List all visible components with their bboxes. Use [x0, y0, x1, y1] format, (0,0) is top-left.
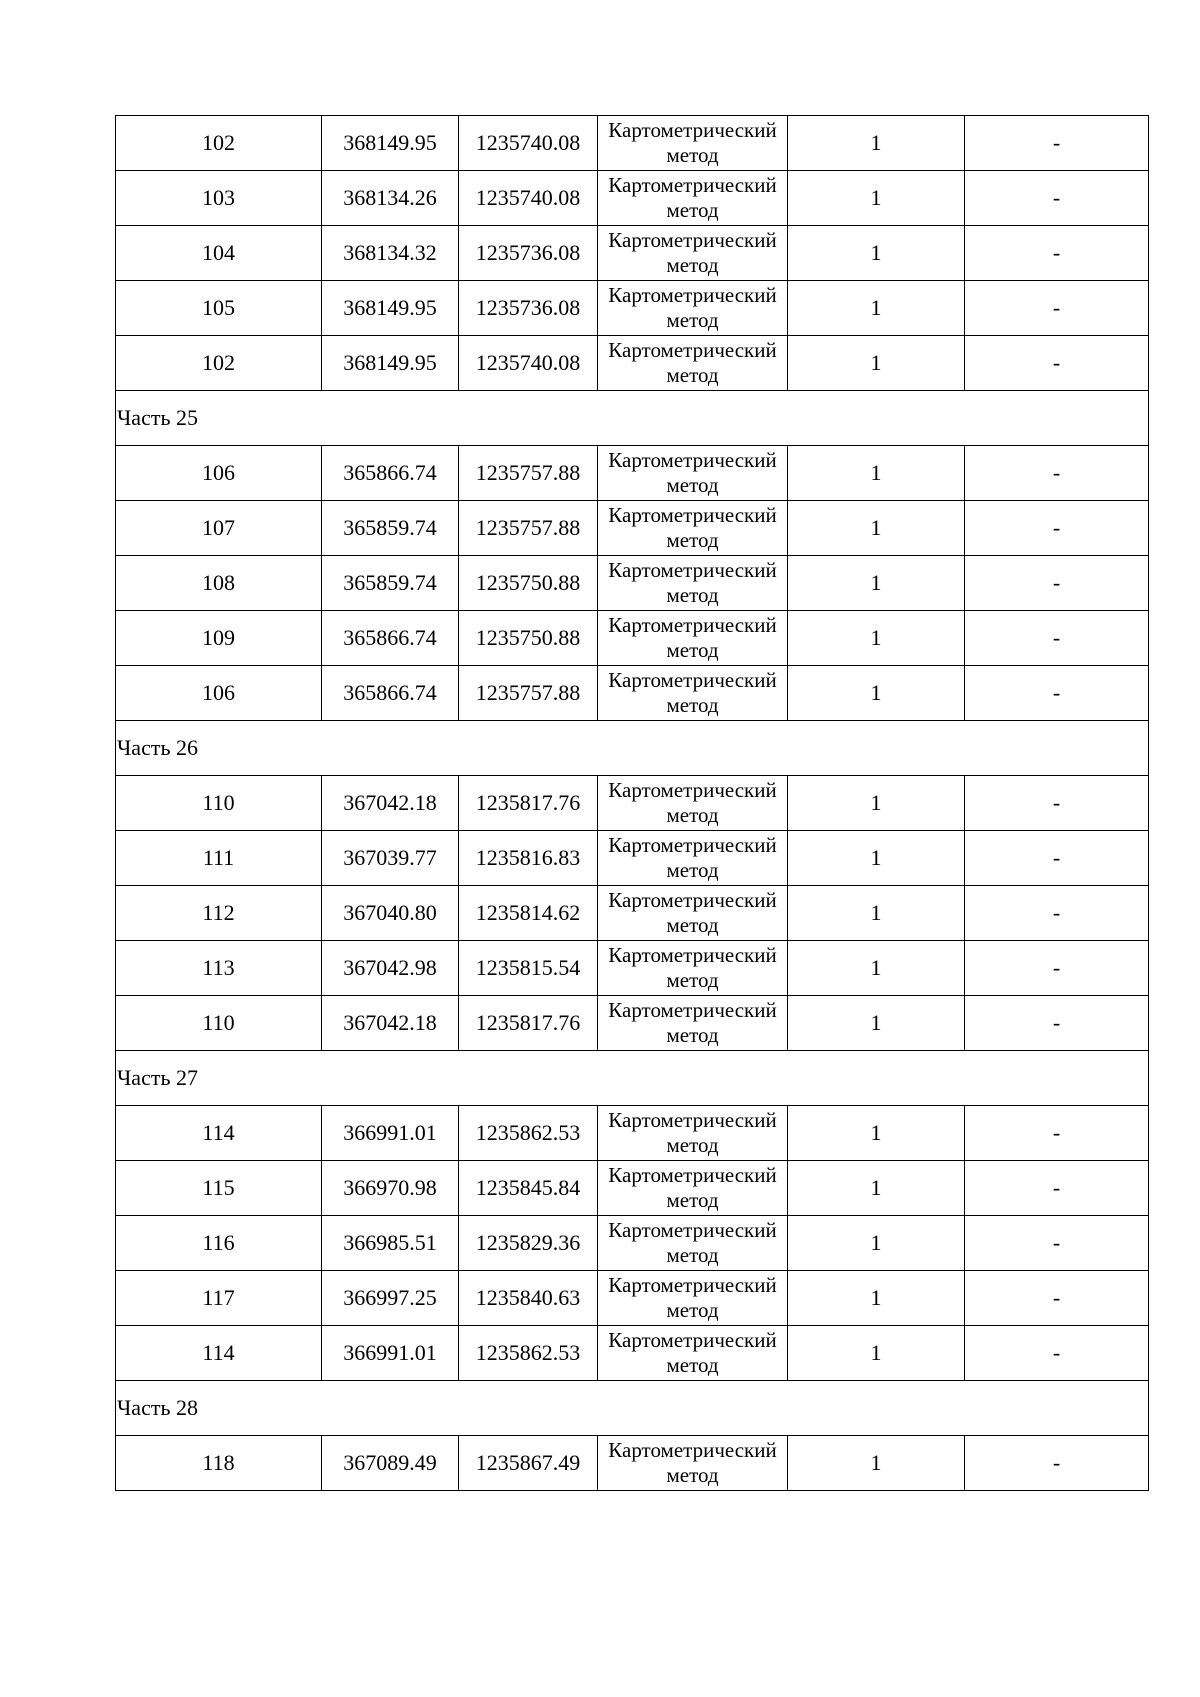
x-coordinate-cell: 368134.32	[322, 226, 459, 281]
x-coordinate-cell: 366970.98	[322, 1161, 459, 1216]
table-row	[116, 1161, 1149, 1216]
x-coordinate-cell: 365859.74	[322, 501, 459, 556]
x-coordinate-cell: 367089.49	[322, 1436, 459, 1491]
note-cell: -	[965, 446, 1149, 501]
y-coordinate-cell: 1235817.76	[459, 776, 598, 831]
accuracy-cell: 1	[788, 776, 965, 831]
table-row	[116, 1326, 1149, 1381]
accuracy-cell: 1	[788, 1326, 965, 1381]
y-coordinate-cell: 1235862.53	[459, 1106, 598, 1161]
point-number-cell: 105	[116, 281, 322, 336]
note-cell: -	[965, 501, 1149, 556]
table-row	[116, 1436, 1149, 1491]
table-body	[116, 116, 1149, 1491]
y-coordinate-cell: 1235757.88	[459, 501, 598, 556]
x-coordinate-cell: 367042.18	[322, 996, 459, 1051]
note-cell: -	[965, 1436, 1149, 1491]
accuracy-cell: 1	[788, 336, 965, 391]
table-row	[116, 446, 1149, 501]
accuracy-cell: 1	[788, 666, 965, 721]
accuracy-cell: 1	[788, 886, 965, 941]
y-coordinate-cell: 1235829.36	[459, 1216, 598, 1271]
note-cell: -	[965, 116, 1149, 171]
y-coordinate-cell: 1235862.53	[459, 1326, 598, 1381]
coordinates-table	[115, 115, 1149, 1491]
table-row	[116, 501, 1149, 556]
table-row	[116, 336, 1149, 391]
note-cell: -	[965, 1326, 1149, 1381]
y-coordinate-cell: 1235736.08	[459, 281, 598, 336]
table-row	[116, 1216, 1149, 1271]
point-number-cell: 110	[116, 776, 322, 831]
note-cell: -	[965, 941, 1149, 996]
y-coordinate-cell: 1235845.84	[459, 1161, 598, 1216]
method-cell: Картометрический метод	[598, 1161, 788, 1216]
note-cell: -	[965, 1161, 1149, 1216]
y-coordinate-cell: 1235740.08	[459, 116, 598, 171]
table-row	[116, 831, 1149, 886]
point-number-cell: 116	[116, 1216, 322, 1271]
method-cell: Картометрический метод	[598, 831, 788, 886]
y-coordinate-cell: 1235740.08	[459, 171, 598, 226]
accuracy-cell: 1	[788, 556, 965, 611]
accuracy-cell: 1	[788, 1106, 965, 1161]
method-cell: Картометрический метод	[598, 1106, 788, 1161]
table-row	[116, 611, 1149, 666]
accuracy-cell: 1	[788, 501, 965, 556]
x-coordinate-cell: 368149.95	[322, 281, 459, 336]
point-number-cell: 110	[116, 996, 322, 1051]
x-coordinate-cell: 365866.74	[322, 666, 459, 721]
x-coordinate-cell: 365859.74	[322, 556, 459, 611]
accuracy-cell: 1	[788, 1216, 965, 1271]
method-cell: Картометрический метод	[598, 1216, 788, 1271]
table-row	[116, 886, 1149, 941]
accuracy-cell: 1	[788, 831, 965, 886]
point-number-cell: 107	[116, 501, 322, 556]
table-row	[116, 941, 1149, 996]
x-coordinate-cell: 368149.95	[322, 116, 459, 171]
x-coordinate-cell: 367042.18	[322, 776, 459, 831]
note-cell: -	[965, 171, 1149, 226]
accuracy-cell: 1	[788, 1436, 965, 1491]
accuracy-cell: 1	[788, 171, 965, 226]
point-number-cell: 114	[116, 1326, 322, 1381]
table-row	[116, 776, 1149, 831]
y-coordinate-cell: 1235867.49	[459, 1436, 598, 1491]
accuracy-cell: 1	[788, 281, 965, 336]
point-number-cell: 113	[116, 941, 322, 996]
y-coordinate-cell: 1235816.83	[459, 831, 598, 886]
note-cell: -	[965, 226, 1149, 281]
accuracy-cell: 1	[788, 941, 965, 996]
method-cell: Картометрический метод	[598, 776, 788, 831]
point-number-cell: 104	[116, 226, 322, 281]
method-cell: Картометрический метод	[598, 886, 788, 941]
point-number-cell: 117	[116, 1271, 322, 1326]
note-cell: -	[965, 1106, 1149, 1161]
table-row	[116, 226, 1149, 281]
table-row	[116, 996, 1149, 1051]
x-coordinate-cell: 367040.80	[322, 886, 459, 941]
point-number-cell: 106	[116, 446, 322, 501]
y-coordinate-cell: 1235757.88	[459, 446, 598, 501]
table-row	[116, 556, 1149, 611]
method-cell: Картометрический метод	[598, 1271, 788, 1326]
y-coordinate-cell: 1235815.54	[459, 941, 598, 996]
method-cell: Картометрический метод	[598, 556, 788, 611]
section-row	[116, 391, 1149, 446]
note-cell: -	[965, 996, 1149, 1051]
section-row	[116, 721, 1149, 776]
accuracy-cell: 1	[788, 996, 965, 1051]
section-label: Часть 26	[116, 721, 1149, 776]
method-cell: Картометрический метод	[598, 446, 788, 501]
y-coordinate-cell: 1235750.88	[459, 611, 598, 666]
accuracy-cell: 1	[788, 611, 965, 666]
section-label: Часть 28	[116, 1381, 1149, 1436]
accuracy-cell: 1	[788, 116, 965, 171]
table-row	[116, 666, 1149, 721]
method-cell: Картометрический метод	[598, 1326, 788, 1381]
method-cell: Картометрический метод	[598, 171, 788, 226]
table-row	[116, 116, 1149, 171]
note-cell: -	[965, 556, 1149, 611]
method-cell: Картометрический метод	[598, 116, 788, 171]
method-cell: Картометрический метод	[598, 611, 788, 666]
x-coordinate-cell: 365866.74	[322, 446, 459, 501]
y-coordinate-cell: 1235814.62	[459, 886, 598, 941]
method-cell: Картометрический метод	[598, 281, 788, 336]
table-row	[116, 281, 1149, 336]
point-number-cell: 115	[116, 1161, 322, 1216]
note-cell: -	[965, 666, 1149, 721]
method-cell: Картометрический метод	[598, 226, 788, 281]
y-coordinate-cell: 1235736.08	[459, 226, 598, 281]
section-row	[116, 1381, 1149, 1436]
accuracy-cell: 1	[788, 1161, 965, 1216]
method-cell: Картометрический метод	[598, 501, 788, 556]
x-coordinate-cell: 368149.95	[322, 336, 459, 391]
point-number-cell: 108	[116, 556, 322, 611]
point-number-cell: 109	[116, 611, 322, 666]
section-label: Часть 27	[116, 1051, 1149, 1106]
table-row	[116, 1271, 1149, 1326]
point-number-cell: 112	[116, 886, 322, 941]
y-coordinate-cell: 1235840.63	[459, 1271, 598, 1326]
note-cell: -	[965, 831, 1149, 886]
method-cell: Картометрический метод	[598, 666, 788, 721]
point-number-cell: 102	[116, 336, 322, 391]
x-coordinate-cell: 366991.01	[322, 1106, 459, 1161]
point-number-cell: 114	[116, 1106, 322, 1161]
x-coordinate-cell: 368134.26	[322, 171, 459, 226]
x-coordinate-cell: 366985.51	[322, 1216, 459, 1271]
point-number-cell: 111	[116, 831, 322, 886]
x-coordinate-cell: 366997.25	[322, 1271, 459, 1326]
method-cell: Картометрический метод	[598, 941, 788, 996]
y-coordinate-cell: 1235740.08	[459, 336, 598, 391]
x-coordinate-cell: 367042.98	[322, 941, 459, 996]
section-row	[116, 1051, 1149, 1106]
note-cell: -	[965, 611, 1149, 666]
x-coordinate-cell: 365866.74	[322, 611, 459, 666]
y-coordinate-cell: 1235750.88	[459, 556, 598, 611]
point-number-cell: 103	[116, 171, 322, 226]
note-cell: -	[965, 336, 1149, 391]
x-coordinate-cell: 367039.77	[322, 831, 459, 886]
y-coordinate-cell: 1235817.76	[459, 996, 598, 1051]
accuracy-cell: 1	[788, 1271, 965, 1326]
point-number-cell: 106	[116, 666, 322, 721]
note-cell: -	[965, 1216, 1149, 1271]
section-label: Часть 25	[116, 391, 1149, 446]
note-cell: -	[965, 886, 1149, 941]
x-coordinate-cell: 366991.01	[322, 1326, 459, 1381]
note-cell: -	[965, 1271, 1149, 1326]
method-cell: Картометрический метод	[598, 336, 788, 391]
point-number-cell: 102	[116, 116, 322, 171]
point-number-cell: 118	[116, 1436, 322, 1491]
note-cell: -	[965, 776, 1149, 831]
table-row	[116, 1106, 1149, 1161]
accuracy-cell: 1	[788, 446, 965, 501]
note-cell: -	[965, 281, 1149, 336]
y-coordinate-cell: 1235757.88	[459, 666, 598, 721]
accuracy-cell: 1	[788, 226, 965, 281]
method-cell: Картометрический метод	[598, 1436, 788, 1491]
method-cell: Картометрический метод	[598, 996, 788, 1051]
table-row	[116, 171, 1149, 226]
